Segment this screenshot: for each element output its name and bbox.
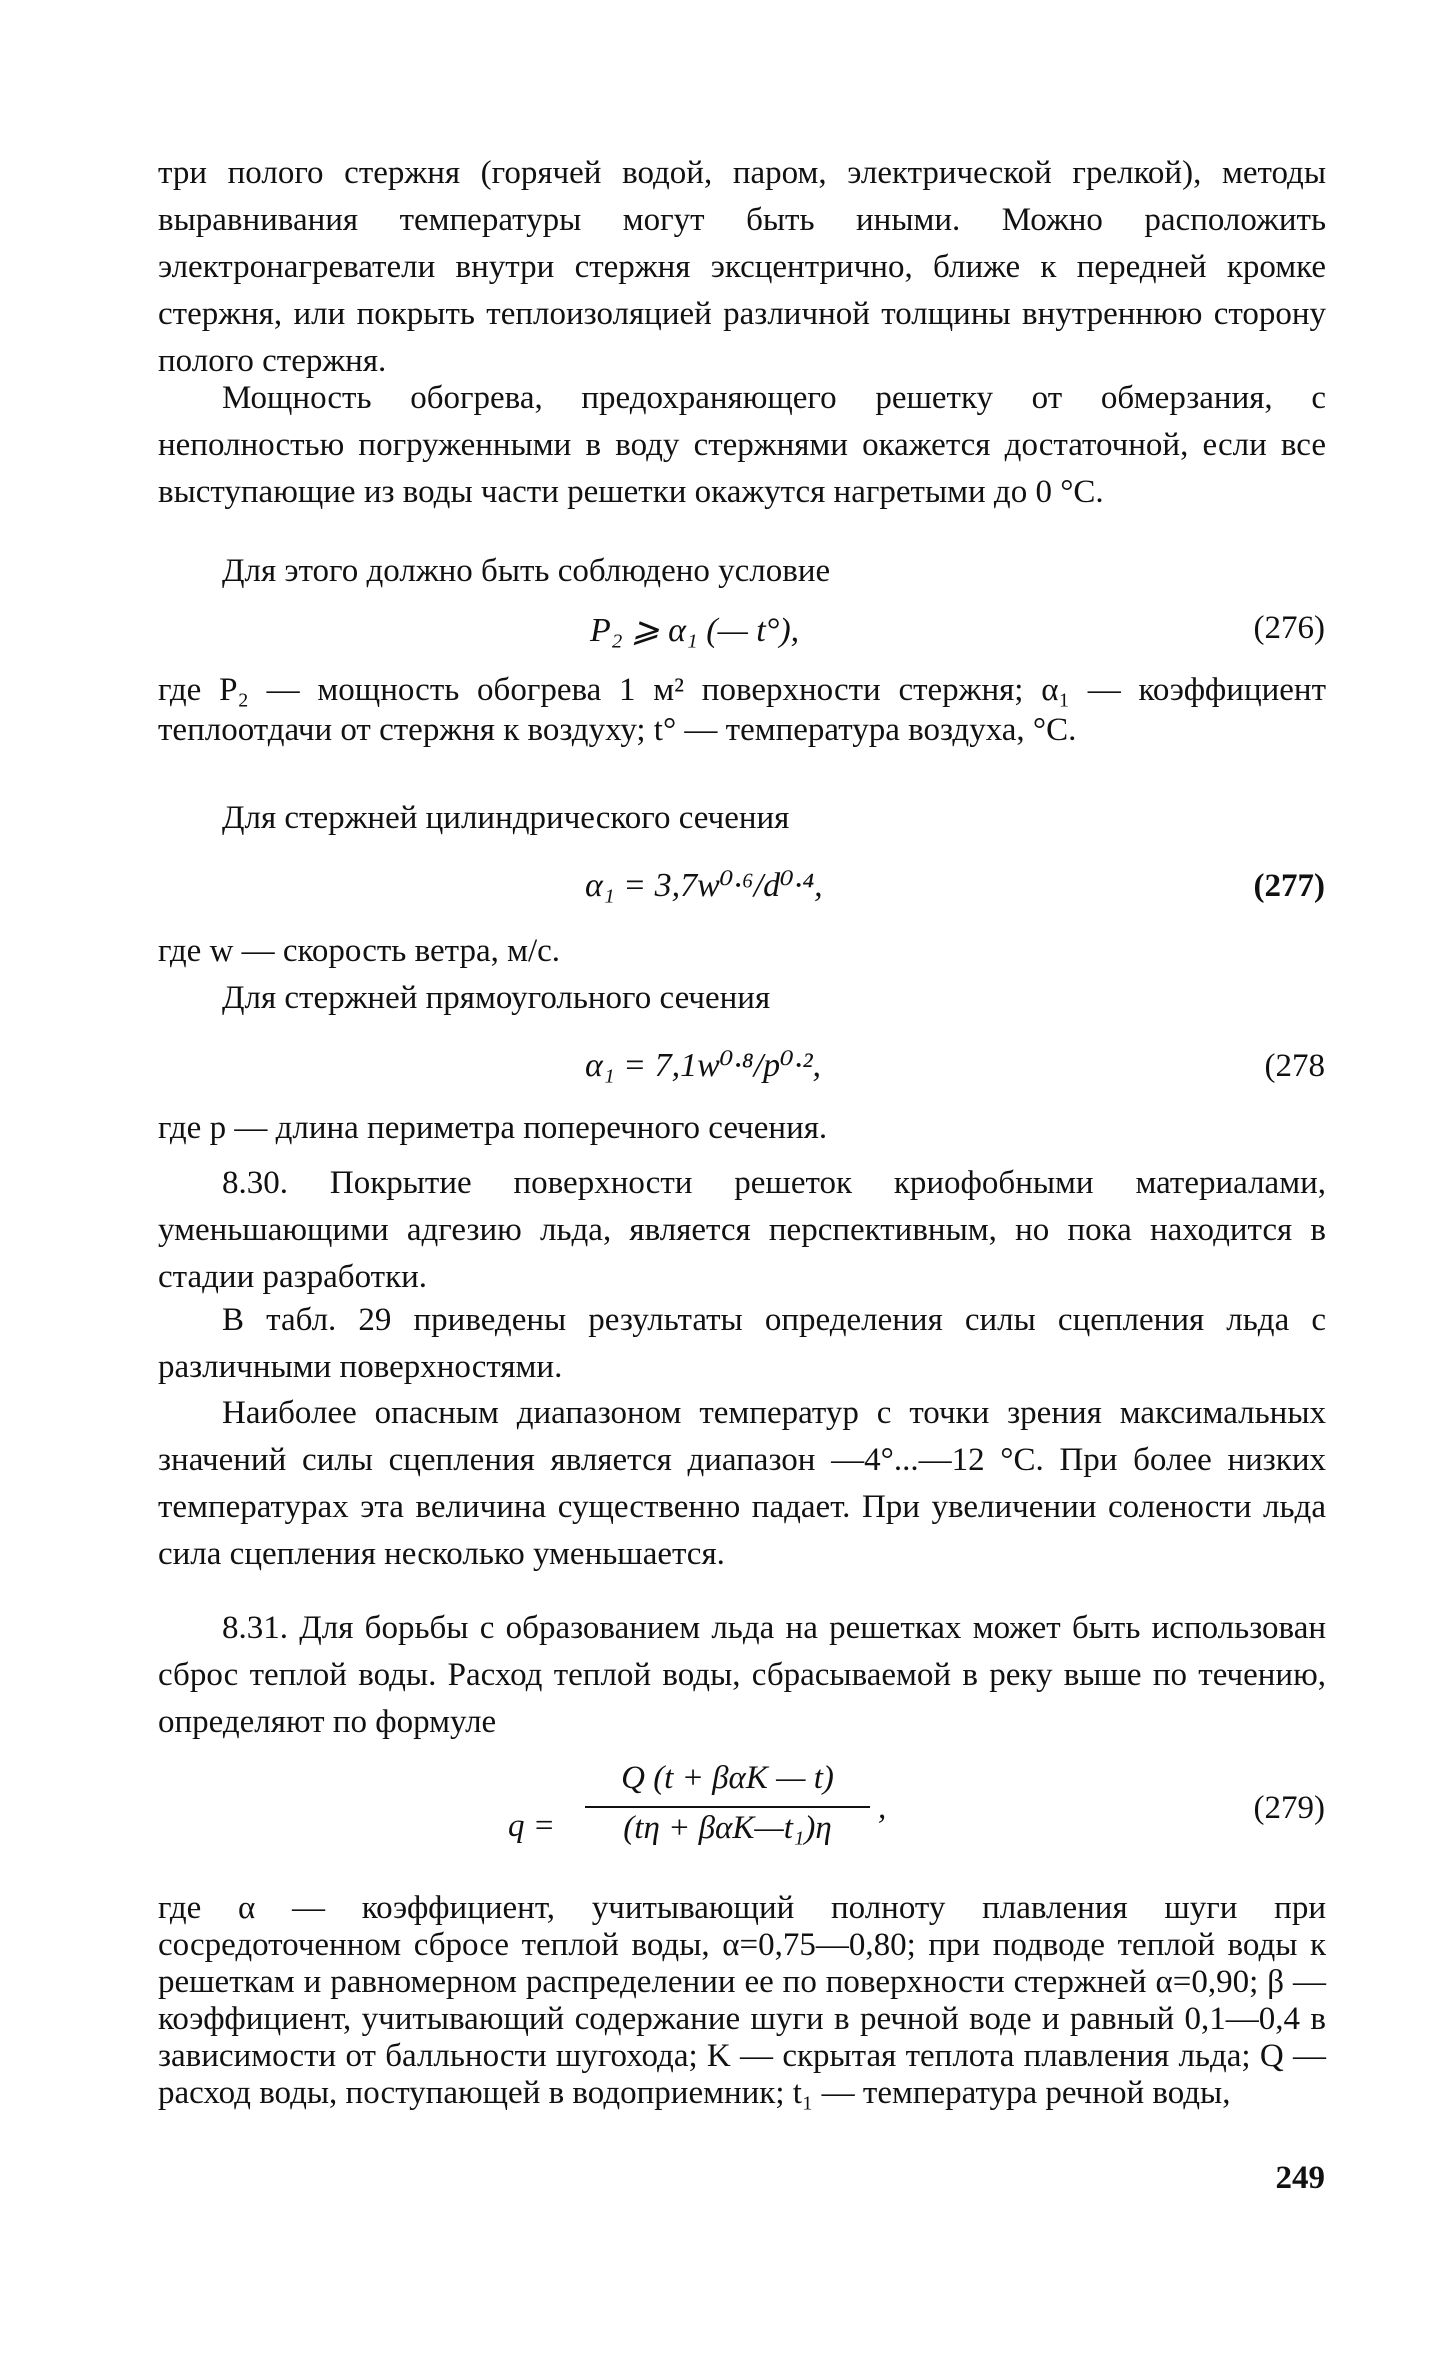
paragraph-perimeter: где p — длина периметра поперечного сечения. — [158, 1110, 828, 1146]
paragraph-condition-intro: Для этого должно быть соблюдено условие — [222, 553, 831, 589]
paragraph-rectangular: Для стержней прямоугольного сечения — [222, 980, 771, 1016]
equation-number-277: (277) — [1253, 868, 1325, 904]
paragraph-definitions-279: где α — коэффициент, учитывающий полноту плавления шуги при сосредоточенном сбросе теплой воды, α=0,75—0,80; при подводе теплой воды к решеткам и равномерном распределении ее по поверхности стержней α=0,90; β — коэффициент, учитывающий содержание шуги в речной воде и равный 0,1—0,4 в зависимости от балльности шугохода; K — скрытая теплота плавления льда; Q — расход воды, поступающей в водоприемник; t₁ — температура речной воды, — [158, 1890, 1326, 2111]
formula-279-fraction-bar — [585, 1806, 870, 1808]
formula-279-comma: , — [878, 1790, 887, 1826]
paragraph-dangerous-range: Наиболее опасным диапазоном температур с точки зрения максимальных значений силы сцепления является диапазон —4°...—12 °С. При более низких температурах эта величина существенно падает. При увеличении солености льда сила сцепления несколько уменьшается. — [158, 1395, 1326, 1572]
equation-number-276: (276) — [1253, 610, 1325, 646]
formula-279-numerator: Q (t + βαK — t) — [621, 1760, 834, 1796]
formula-277: α₁ = 3,7w⁰·⁶/d⁰·⁴, — [585, 867, 823, 904]
equation-number-278: (278 — [1264, 1048, 1325, 1084]
formula-278: α₁ = 7,1w⁰·⁸/p⁰·², — [585, 1047, 822, 1084]
page-number: 249 — [1275, 2160, 1325, 2196]
paragraph-8-31: 8.31. Для борьбы с образованием льда на решетках может быть использован сброс теплой воды. Расход теплой воды, сбрасываемой в реку выше по течению, определяют по формуле — [158, 1610, 1326, 1740]
paragraph-table-29: В табл. 29 приведены результаты определения силы сцепления льда с различными поверхностями. — [158, 1302, 1326, 1385]
formula-279-denominator: (tη + βαK—t₁)η — [623, 1810, 832, 1846]
paragraph-definitions-276: где P₂ — мощность обогрева 1 м² поверхности стержня; α₁ — коэффициент теплоотдачи от стержня к воздуху; t° — температура воздуха, °С. — [158, 672, 1326, 748]
paragraph-continuation: три полого стержня (горячей водой, паром, электрической грелкой), методы выравнивания температуры могут быть иными. Можно расположить электронагреватели внутри стержня эксцентрично, ближе к передней кромке стержня, или покрыть теплоизоляцией различной толщины внутреннюю сторону полого стержня. — [158, 155, 1326, 379]
paragraph-heating-power: Мощность обогрева, предохраняющего решетку от обмерзания, с неполностью погруженными в воду стержнями окажется достаточной, если все выступающие из воды части решетки окажутся нагретыми до 0 °С. — [158, 380, 1326, 510]
paragraph-wind-speed: где w — скорость ветра, м/с. — [158, 933, 561, 969]
equation-number-279: (279) — [1253, 1790, 1325, 1826]
paragraph-cylindrical: Для стержней цилиндрического сечения — [222, 800, 790, 836]
paragraph-8-30: 8.30. Покрытие поверхности решеток криофобными материалами, уменьшающими адгезию льда, является перспективным, но пока находится в стадии разработки. — [158, 1165, 1326, 1295]
formula-276: P₂ ⩾ α₁ (— t°), — [590, 612, 800, 649]
formula-279-lhs: q = — [508, 1808, 556, 1844]
